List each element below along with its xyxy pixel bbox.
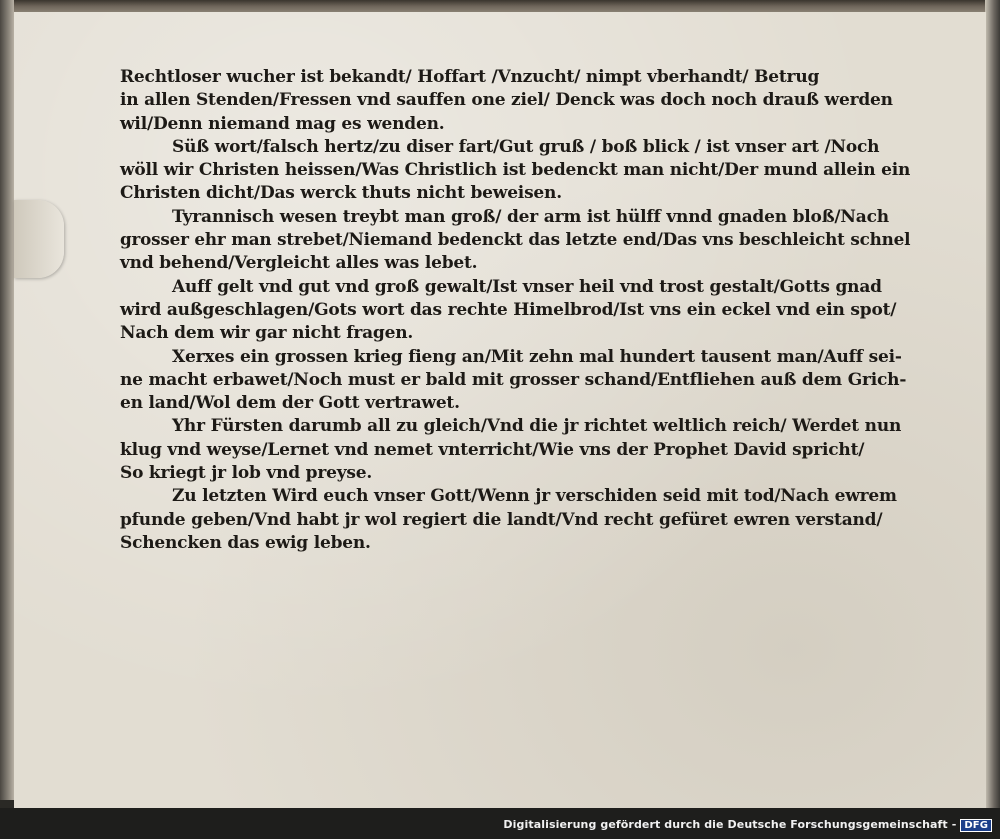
text-line: in allen Stenden/Fressen vnd sauffen one ziel/ Denck was doch noch drauß werden xyxy=(120,90,893,111)
page-right-edge xyxy=(985,0,1000,810)
text-line: Yhr Fürsten darumb all zu gleich/Vnd die jr richtet weltlich reich/ Werdet nun xyxy=(172,416,902,437)
text-line: pfunde geben/Vnd habt jr wol regiert die landt/Vnd recht gefüret ewren verstand/ xyxy=(120,509,883,530)
text-line: Tyrannisch wesen treybt man groß/ der arm ist hülff vnnd gnaden bloß/Nach xyxy=(172,206,889,227)
text-line: Nach dem wir gar nicht fragen. xyxy=(120,323,414,344)
bleed-through-text xyxy=(118,556,898,696)
dfg-logo: DFG xyxy=(960,819,992,832)
text-line: klug vnd weyse/Lernet vnd nemet vnterricht/Wie vns der Prophet David spricht/ xyxy=(120,439,865,460)
text-line: Xerxes ein grossen krieg fieng an/Mit zehn mal hundert tausent man/Auff sei- xyxy=(172,346,902,367)
text-line: wil/Denn niemand mag es wenden. xyxy=(120,113,445,134)
text-line: So kriegt jr lob vnd preyse. xyxy=(120,463,373,484)
text-line: wöll wir Christen heissen/Was Christlich ist bedenckt man nicht/Der mund allein ein xyxy=(120,160,911,181)
text-line: Süß wort/falsch hertz/zu diser fart/Gut gruß / boß blick / ist vnser art /Noch xyxy=(172,136,880,157)
text-line: Auff gelt vnd gut vnd groß gewalt/Ist vnser heil vnd trost gestalt/Gotts gnad xyxy=(172,276,882,297)
text-line: Zu letzten Wird euch vnser Gott/Wenn jr verschiden seid mit tod/Nach ewrem xyxy=(172,486,897,507)
credit-text: Digitalisierung gefördert durch die Deutsche Forschungsgemeinschaft - xyxy=(503,818,957,831)
text-line: en land/Wol dem der Gott vertrawet. xyxy=(120,393,460,414)
fraktur-text-block xyxy=(120,66,910,555)
text-line: Rechtloser wucher ist bekandt/ Hoffart /Vnzucht/ nimpt vberhandt/ Betrug xyxy=(120,67,820,87)
page-clip-tab xyxy=(14,200,64,278)
text-line: grosser ehr man strebet/Niemand bedenckt das letzte end/Das vns beschleicht schnel xyxy=(120,230,911,251)
text-line: Schencken das ewig leben. xyxy=(120,532,371,553)
text-line: ne macht erbawet/Noch must er bald mit grosser schand/Entfliehen auß dem Grich- xyxy=(120,369,907,390)
text-line: Christen dicht/Das werck thuts nicht beweisen. xyxy=(120,183,562,204)
text-line: vnd behend/Vergleicht alles was lebet. xyxy=(120,253,478,274)
digitization-credit xyxy=(503,818,992,832)
book-binding xyxy=(0,0,14,800)
text-line: wird außgeschlagen/Gots wort das rechte Himelbrod/Ist vns ein eckel vnd ein spot/ xyxy=(120,299,897,320)
